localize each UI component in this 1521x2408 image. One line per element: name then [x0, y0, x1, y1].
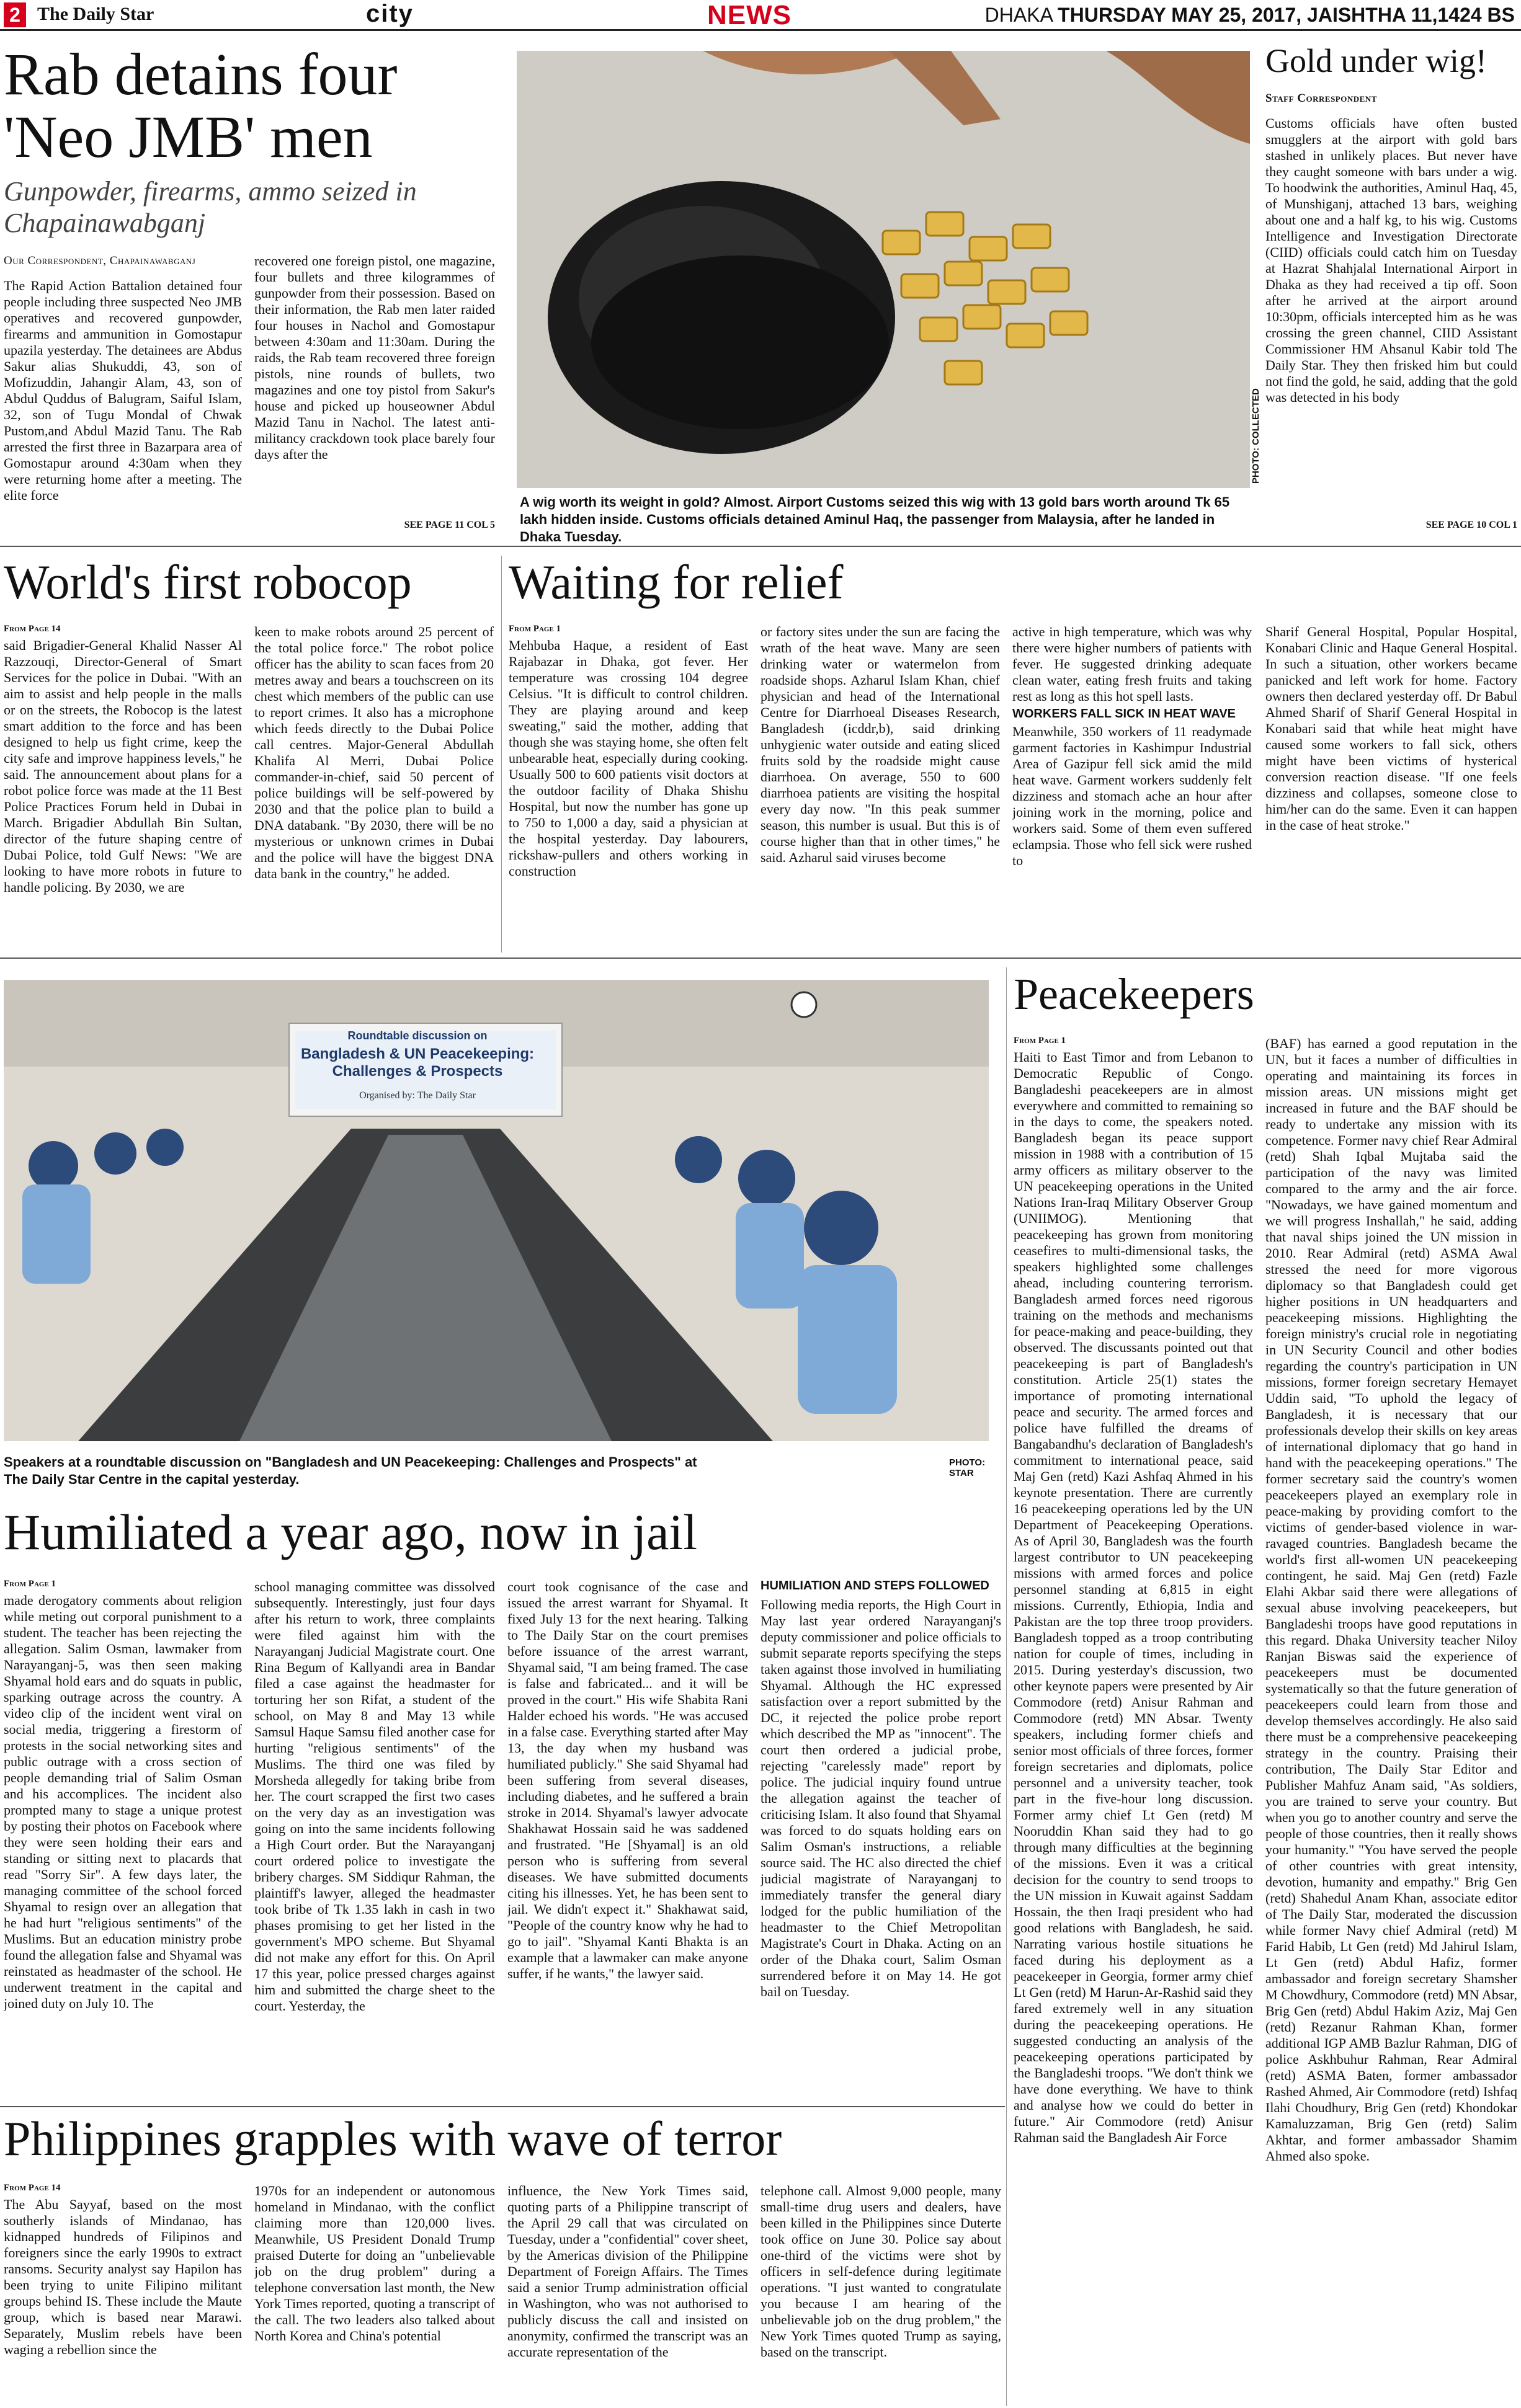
gold-byline: Staff Correspondent: [1265, 92, 1377, 105]
peace-from: From Page 1: [1014, 1036, 1066, 1046]
humiliated-col2: school managing committee was dissolved subsequently. Interestingly, just four days after his return to work, three complaints were filed against him with the Narayanganj Judicial Magistrate court. One Rina Begum of Kallyandi area in Bandar filed a case against the headmaster for torturing her son Rifat, a student of the school, on May 8 and May 13 while Samsul Haque Samsu filed another case for hurting "religious sentiments" of the Muslims. The third one was filed by Morsheda allegedly for taking bribe from her. The court scrapped the first two cases on the very day as an investigation was going on into the same incidents following a High Court order. But the Narayanganj court ordered police to investigate the bribery charges. SM Siddiqur Rahman, the plaintiff's lawyer, alleged the headmaster took bribe of Tk 1.35 lakh in cash in two phases promising to get her listed in the government's MPO scheme. But Shyamal did not make any effort for this. On April 17 this year, police pressed charges against him and submitted the charge sheet to the court. Yesterday, the: [254, 1579, 495, 2014]
rab-jump: SEE PAGE 11 COL 5: [404, 520, 495, 530]
rab-byline: Our Correspondent, Chapainawabganj: [4, 254, 196, 267]
relief-headline: Waiting for relief: [509, 555, 844, 609]
gold-jump: SEE PAGE 10 COL 1: [1425, 520, 1517, 530]
paper-name: The Daily Star: [37, 4, 154, 24]
relief-col1: Mehbuba Haque, a resident of East Rajabazar in Dhaka, got fever. Her temperature was crossing 104 degree Celsius. "It is difficult to control children. They are playing around and keep sweating," said the mother, adding that though she was staying home, she often felt unbearable heat, especially during cooking. Usually 500 to 600 patients visit doctors at the outdoor facility of Dhaka Shishu Hospital, but now the number has gone up to 750 to 1,000 a day, said a physician at the hospital yesterday. Day labourers, rickshaw-pullers and others working in construction: [509, 638, 748, 879]
humiliated-col4: [760, 1579, 1001, 2095]
section-label: city: [366, 0, 414, 27]
wig-caption: A wig worth its weight in gold? Almost. Airport Customs seized this wig with 13 gold bars worth around Tk 65 lakh hidden inside. Customs officials detained Aminul Haq, the passenger from Malaysia, after he landed in Dhaka Tuesday.: [520, 494, 1230, 544]
masthead-bar: [0, 0, 1521, 31]
rab-col2: recovered one foreign pistol, one magazine, four bullets and three kilogrammes of gunpowder from their possession. Based on their information, the Rab men later raided four houses in Nachol and Gomostapur between 4:30am and 11:30am. During the raids, the Rab team recovered three foreign pistols, nine rounds of bullets, two magazines and one toy pistol from Sakur's house and picked up houseowner Abdul Mazid Tanu in Nachol. The latest anti-militancy crackdown took place barely four days after the: [254, 253, 495, 462]
philippines-col4: telephone call. Almost 9,000 people, many small-time drug users and dealers, have been killed in the Philippines since Duterte took office on June 30. Police say about one-third of the victims were shot by officers in self-defence during legitimate operations. "I just wanted to congratulate you because I am hearing of the unbelievable job on the drug problem," the New York Times quoted Trump as saying, based on the transcript.: [760, 2183, 1001, 2360]
humiliated-from: From Page 1: [4, 1579, 56, 1589]
robocop-col1: said Brigadier-General Khalid Nasser Al Razzouqi, Director-General of Smart Services for the police in Dubai. "With an aim to assist and help people in the malls or on the streets, the Robocop is the latest smart addition to the force and has been designed to help us fight crime, keep the city safe and improve happiness levels," he said. The announcement about plans for a robot police force was made at the 11 Best Police Practices Forum held in Dubai in March. Brigadier Abdullah Bin Sultan, director of the future shaping centre of Dubai Police, told Gulf News: "We are looking to have more robots in future to handle policing. By 2030, we are: [4, 638, 242, 895]
humiliated-col1: made derogatory comments about religion while meting out corporal punishment to a student. The teacher has been rejecting the allegation. Salim Osman, lawmaker from Narayanganj-5, was then seen making Shyamal hold ears and do squats in public, sparking outrage across the country. A video clip of the incident went viral on social media, triggering a firestorm of protests in the social networking sites and public outrage with a cross section of people demanding trial of Salim Osman and his accomplices. The incident also prompted many to stage a unique protest by posting their photos on Facebook where they were seen holding their ears and standing or sitting next to placards that read "Sorry Sir". A few days later, the managing committee of the school forced Shyamal to resign over an allegation that he had hurt "religious sentiments" of the Muslims. But an education ministry probe found the allegation false and Shyamal was reinstated as headmaster of the school. He underwent treatment in the capital and joined duty on July 10. The: [4, 1593, 242, 2011]
dateline-date: THURSDAY MAY 25, 2017, JAISHTHA 11,1424 BS: [1058, 4, 1515, 26]
roundtable-photo-credit: PHOTO: STAR: [949, 1457, 986, 1478]
rab-headline: Rab detains four 'Neo JMB' men: [4, 41, 398, 170]
news-label: NEWS: [707, 0, 792, 30]
robocop-from: From Page 14: [4, 624, 61, 634]
gold-headline: Gold under wig!: [1265, 42, 1487, 79]
robocop-col2: keen to make robots around 25 percent of the total police force." The robot police officer has the ability to scan faces from 20 metres away and bears a touchscreen on its chest which members of the public can use to report crimes. It also has a microphone which feeds directly to the Dubai Police call centres. Major-General Abdullah Khalifa Al Merri, Dubai Police commander-in-chief, said 50 percent of police buildings will be self-powered by 2030 and that the police plan to build a DNA databank. "By 2030, there will be no mysterious or unknown crimes in Dubai and the police will have the biggest DNA data bank in the country," he added.: [254, 624, 494, 881]
humiliated-col4-text: Following media reports, the High Court in May last year ordered Narayanganj's deputy commissioner and police officials to submit separate reports specifying the steps taken against those involved in humiliating Shyamal. Although the HC expressed satisfaction over a report submitted by the DC, it rejected the police probe report which described the MP as "innocent". The court then ordered a judicial probe, rejecting "carelessly made" report by police. The judicial inquiry found untrue the allegation against the teacher of criticising Islam. It also found that Shyamal was forced to do squats holding ears on Salim Osman's instructions, a reliable source said. The HC also directed the chief judicial magistrate of Narayanganj to immediately transfer the general diary lodged for the public humiliation of the headmaster to the Chief Metropolitan Magistrate's Court in Dhaka. Acting on an order of the Dhaka court, Salim Osman surrendered before it on May 14. He got bail on Tuesday.: [760, 1597, 1001, 1999]
divider: [0, 957, 1521, 959]
philippines-col1: The Abu Sayyaf, based on the most southerly islands of Mindanao, has kidnapped hundreds of Filipinos and foreigners since the early 1990s to extract ransoms. Security analyst say Hapilon has been trying to unite Filipino militant groups behind IS. These include the Maute group, which is based near Marawi. Separately, Muslim rebels have been waging a rebellion since the: [4, 2197, 242, 2357]
robocop-headline: World's first robocop: [4, 555, 412, 609]
peace-col2: (BAF) has earned a good reputation in the UN, but it faces a number of difficulties in operating and maintaining its forces in mission areas. UN missions might get increased in future and the BAF should be ready to undertake any mission with its competence. Former navy chief Rear Admiral (retd) Shah Iqbal Mujtaba said the participation of the navy was limited compared to the army and the air force. "Nowadays, we have gained momentum and we will progress Inshallah," he said, adding that naval ships joined the UN mission in 2010. Rear Admiral (retd) ASMA Awal stressed the need for more vigorous diplomacy so that Bangladesh could get higher positions in UN headquarters and peacekeeping missions. Highlighting the foreign ministry's crucial role in negotiating in UN Security Council and other bodies regarding the country's participation in UN missions, former foreign secretary Hemayet Uddin said, "To uphold the legacy of Bangladesh, it is necessary that our professionals develop their skills on key areas of international diplomacy that go hand in hand with the peacekeeping operations." The former secretary said the country's women peacekeepers played an exemplary role in peace-making by providing comfort to the victims of gender-based violence in war-ravaged countries. Bangladesh became the world's first all-women UN peacekeeping contingent, he said. Maj Gen (retd) Fazle Elahi Akbar said there were allegations of sexual abuse involving peacekeepers, but Bangladeshi troops have good reputations in this regard. Dhaka University teacher Niloy Ranjan Biswas said the experience of peacekeepers must be documented systematically so that the future generation of peacekeepers could learn from those and develop themselves accordingly. He also said there must be a comprehensive peacekeeping strategy in the country. Praising their contribution, The Daily Star Editor and Publisher Mahfuz Anam said, "As soldiers, you are trained to serve your country. But when you go to another country and serve the people of those countries, then it really shows your humanity." "You have served the people of other countries with great intensity, devotion, humanity and empathy." Brig Gen (retd) Shahedul Anam Khan, associate editor of The Daily Star, moderated the discussion while former Navy chief Admiral (retd) M Farid Habib, Lt Gen (retd) Md Jahirul Islam, Lt Gen (retd) Abdul Hafiz, former ambassador and foreign secretary Shamsher M Chowdhury, Commodore (retd) MN Absar, Brig Gen (retd) Abdul Hakim Aziz, Maj Gen (retd) Rezanur Rahman Khan, former additional IGP AMB Bazlur Rahman, DIG of police Askhbuhur Rahman, Rear Admiral (retd) ASMA Baten, former ambassador Rashed Ahmed, Air Commodore (retd) Ishfaq Ilahi Choudhury, Brig Gen (retd) Khondokar Kamaluzzaman, Brig Gen (retd) Salim Akhtar, and former ambassador Shamim Ahmed also spoke.: [1265, 1036, 1517, 2164]
rab-col1: The Rapid Action Battalion detained four people including three suspected Neo JMB operatives and recovered gunpowder, firearms and ammunition in Gomostapur upazila yesterday. The detainees are Abdus Sakur alias Shukuddi, 43, son of Mofizuddin, Jahangir Alam, 43, son of Abdul Quddus of Balugram, Saiful Islam, 32, son of Tugu Mondal of Chwak Pustom,and Abdul Mazid Tanu. The Rab arrested the first three in Bazarpara area of Gomostapur around 4:30am when they were returning home after a meeting. The elite force: [4, 278, 242, 503]
wig-photo: [517, 51, 1250, 488]
divider: [0, 546, 1521, 547]
relief-col3b: Meanwhile, 350 workers of 11 readymade garment factories in Kashimpur Industrial Area of Gazipur fell sick amid the mild heat wave. Garment workers suddenly felt dizziness and stomach ache an hour after joining work in the morning, police and workers said. Some of them even suffered eclampsia. Those who fell sick were rushed to: [1012, 724, 1252, 868]
relief-from: From Page 1: [509, 624, 561, 634]
philippines-col3: influence, the New York Times said, quoting parts of a Philippine transcript of the April 29 call that was circulated on Tuesday, under a "confidential" cover sheet, by the Americas division of the Philippine Department of Foreign Affairs. The Times said a senior Trump administration official in Washington, who was not authorised to publicly discuss the call and insisted on anonymity, confirmed the transcript was an accurate representation of the: [507, 2183, 748, 2360]
peace-headline: Peacekeepers: [1014, 969, 1254, 1019]
roundtable-banner-label: Roundtable discussion on: [347, 1029, 488, 1042]
dateline-city: DHAKA: [984, 4, 1053, 26]
page-number: 2: [4, 2, 26, 27]
relief-col4: Sharif General Hospital, Popular Hospital, Konabari Clinic and Haque General Hospital. In such a situation, other workers became panicked and left work for home. Factory owners then declared yesterday off. Dr Babul Ahmed Sharif of Sharif General Hospital in Konabari said that while heat might have caused some workers to fall sick, others might have been victims of hysterical conversion reaction disease. "If one feels dizziness and collapses, someone close to him/her can do the same. Even it can happen in the case of heat stroke.": [1265, 624, 1517, 833]
philippines-col2: 1970s for an independent or autonomous homeland in Mindanao, with the conflict claiming more than 120,000 lives. Meanwhile, US President Donald Trump praised Duterte for doing an "unbelievable job on the drug problem" during a telephone conversation last month, the New York Times reported, quoting a transcript of the call. The two leaders also talked about North Korea and China's potential: [254, 2183, 495, 2344]
wig-photo-credit: PHOTO: COLLECTED: [1251, 388, 1261, 484]
rab-deck: Gunpowder, firearms, ammo seized in Chapainawabganj: [4, 176, 417, 238]
roundtable-banner-title: Bangladesh & UN Peacekeeping: Challenges & Prospects: [300, 1046, 535, 1080]
relief-subhead: WORKERS FALL SICK IN HEAT WAVE: [1012, 707, 1236, 721]
humiliated-col3: court took cognisance of the case and issued the arrest warrant for Shyamal. It fixed July 13 for the next hearing. Talking to The Daily Star on the court premises before issuance of the arrest warrant, Shyamal said, "I am being framed. The case is false and fabricated... and it will be proved in the court." His wife Shabita Rani Halder echoed his words. "He was accused in a false case. Everything started after May 13, the day when my husband was humiliated publicly." She said Shyamal had been suffering from several diseases, including diabetes, and he suffered a brain stroke in 2014. Shyamal's lawyer advocate Shakhawat Hossain said he was saddened and frustrated. "He [Shyamal] is an old person who is suffering from several diseases. We have submitted documents citing his illnesses. Yet, he has been sent to jail. We didn't expect it." Shakhawat said, "People of the country know why he had to go to jail". "Shyamal Kanti Bhakta is an example that a lawmaker can make anyone suffer, if he wants," the lawyer said.: [507, 1579, 748, 1981]
divider: [1006, 967, 1007, 2406]
dateline: [985, 4, 1515, 27]
philippines-headline: Philippines grapples with wave of terror: [4, 2112, 782, 2166]
peace-col1: Haiti to East Timor and from Lebanon to Democratic Republic of Congo. Bangladeshi peacekeepers are in almost everywhere and committed to remaining so in the days to come, the speakers noted. Bangladesh began its peace support mission in 1988 with a contribution of 15 army officers as military observer to the UN peacekeeping operations in the United Nations Iran-Iraq Military Observer Group (UNIIMOG). Mentioning that peacekeeping has grown from monitoring ceasefires to multi-dimensional tasks, the speakers highlighted some challenges ahead, including countering terrorism. Bangladesh armed forces need rigorous training on the methods and mechanisms for peace-making and peace-building, they observed. The discussants pointed out that peacekeeping is part of Bangladesh's constitution. Article 25(1) states the importance of promoting international peace and security. The armed forces and police have fulfilled the dreams of Bangabandhu's declaration of Bangladesh's commitment to international peace, said Maj Gen (retd) Kazi Ashfaq Ahmed in his keynote presentation. There are currently 16 peacekeeping operations led by the UN Department of Peacekeeping Operations. As of April 30, Bangladesh was the fourth largest contributor to UN peacekeeping missions with armed forces and police personnel standing at 6,815 in eight missions. Currently, Ethiopia, India and Pakistan are the top three troop providers. Bangladesh topped as a troop contributing nation for couple of times, including in 2015. During yesterday's discussion, two other keynote papers were presented by Air Commodore (retd) Anisur Rahman and Commodore (retd) MN Absar. Twenty speakers, including former chiefs and senior most officials of three forces, former foreign secretaries and diplomats, police personnel and a university teacher, took part in the five-hour long discussion. Former army chief Lt Gen (retd) M Nooruddin Khan said they had to go through many difficulties at the beginning of the missions. Even it was a critical decision for the country to send troops to the UN mission in Kuwait against Saddam Hossain, the then Iraqi president who had good relations with Bangladesh, he said. Narrating various hostile situations he faced during his deployment as a peacekeeper in Georgia, former army chief Lt Gen (retd) M Harun-Ar-Rashid said they fared extremely well in any situation during the peacekeeping operations. He suggested conducting an analysis of the peacekeeping operations participated by the Bangladeshi troops. "We don't think we have done everything. We have to think and analyse how we could do better in future." Air Commodore (retd) Anisur Rahman said the Bangladesh Air Force: [1014, 1049, 1253, 2145]
divider: [0, 2106, 1005, 2107]
relief-col3: [1012, 624, 1252, 948]
relief-col3a: active in high temperature, which was why there were higher numbers of patients with fever. He suggested drinking adequate clean water, eating fresh fruits and taking rest as long as this hot spell lasts.: [1012, 624, 1252, 704]
roundtable-caption: Speakers at a roundtable discussion on "Bangladesh and UN Peacekeeping: Challenges and Prospects" at The Daily Star Centre in the capital yesterday.: [4, 1454, 697, 1487]
gold-text: Customs officials have often busted smugglers at the airport with gold bars stashed in unlikely places. But never have they caught someone with bars under a wig. To hoodwink the authorities, Aminul Haq, 45, of Munshiganj, attached 13 bars, weighing about one and a half kg, to his wig. Customs Intelligence and Investigation Directorate (CIID) officials could catch him on Tuesday at Hazrat Shahjalal International Airport in Dhaka as they had received a tip off. Soon after he arrived at the airport around 10:30pm, officials intercepted him as he was crossing the green channel, CIID Assistant Commissioner HM Ahsanul Kabir told The Daily Star. They then frisked him but could not find the gold, he said, adding that the gold was detected in his body: [1265, 115, 1517, 405]
humiliated-subhead: HUMILIATION AND STEPS FOLLOWED: [760, 1579, 989, 1593]
relief-col2: or factory sites under the sun are facing the wrath of the heat wave. Many are seen drinking water or watermelon from roadside shops. Azharul Islam Khan, chief physician and head of the International Centre for Diarrhoeal Diseases Research, Bangladesh (icddr,b), said drinking unhygienic water outside and eating sliced fruits sold by the roadside might cause diarrhoea. On average, 550 to 600 diarrhoea patients are visiting the hospital every day now. "In this peak summer season, this number is usual. But this is of course higher than that in other times," he said. Azharul said viruses become: [760, 624, 1000, 865]
wig-photo-illustration: [517, 51, 1250, 488]
humiliated-headline: Humiliated a year ago, now in jail: [4, 1504, 698, 1560]
philippines-from: From Page 14: [4, 2183, 61, 2193]
divider: [501, 556, 502, 953]
roundtable-banner-org: Organised by: The Daily Star: [359, 1090, 476, 1101]
